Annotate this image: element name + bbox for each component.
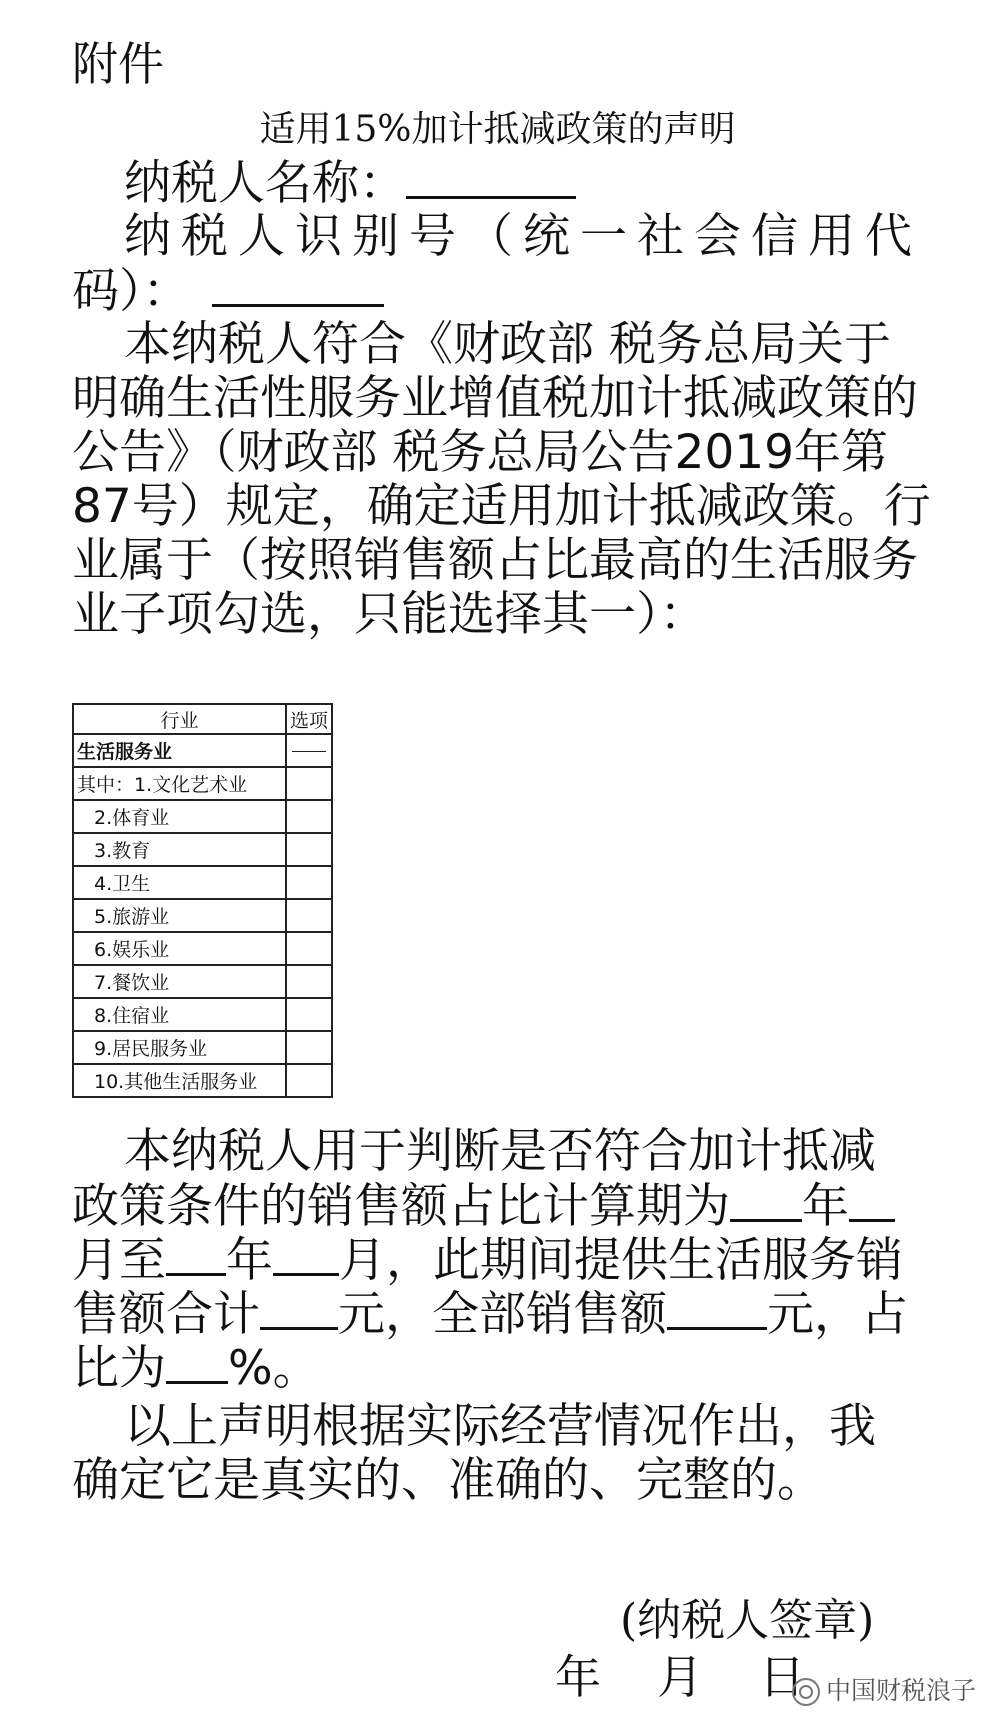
table-row: [73, 866, 332, 899]
period-start-year-blank[interactable]: [730, 1179, 802, 1222]
option-checkbox-cell[interactable]: [286, 1064, 332, 1097]
calc-text: 售额合计: [72, 1287, 260, 1342]
calc-line: 本纳税人用于判断是否符合加计抵减: [124, 1124, 876, 1179]
dash-mark: [292, 751, 326, 752]
category-option-cell: [286, 734, 332, 767]
taxpayer-id-section: [72, 210, 942, 318]
attachment-label: 附件: [72, 37, 164, 91]
option-checkbox-cell[interactable]: [286, 833, 332, 866]
declaration-paragraph: [72, 318, 942, 642]
watermark: [792, 1675, 976, 1707]
table-row-category: [73, 734, 332, 767]
taxpayer-name-section: [72, 156, 942, 210]
confirm-line: 以上声明根据实际经营情况作出，我: [124, 1399, 876, 1454]
industry-cell: 5.旅游业: [73, 899, 286, 932]
calc-text: %。: [228, 1341, 320, 1396]
declaration-line: 本纳税人符合《财政部 税务总局关于: [124, 317, 891, 372]
declaration-line: 业属于（按照销售额占比最高的生活服务: [72, 533, 918, 588]
declaration-line: 87号）规定，确定适用加计抵减政策。行: [72, 479, 931, 534]
wechat-logo-icon: [792, 1678, 820, 1706]
period-end-year-blank[interactable]: [166, 1233, 226, 1276]
table-row: [73, 932, 332, 965]
document-title: 适用15%加计抵减政策的声明: [259, 109, 736, 150]
confirmation-paragraph: [72, 1400, 942, 1508]
period-start-month-blank[interactable]: [849, 1179, 895, 1222]
life-service-sales-blank[interactable]: [260, 1287, 338, 1330]
table-row: [73, 965, 332, 998]
table-row: [73, 767, 332, 800]
calculation-paragraph: [72, 1125, 942, 1395]
table-row: [73, 1064, 332, 1097]
calc-text: 年: [226, 1233, 273, 1288]
industry-table: [72, 703, 333, 1098]
industry-cell: 7.餐饮业: [73, 965, 286, 998]
header-option: 选项: [286, 704, 332, 734]
calc-text: 月至: [72, 1233, 166, 1288]
declaration-line: 明确生活性服务业增值税加计抵减政策的: [72, 371, 918, 426]
table-row: [73, 998, 332, 1031]
taxpayer-id-line1: 纳税人识别号（统一社会信用代: [124, 209, 922, 264]
confirm-line: 确定它是真实的、准确的、完整的。: [72, 1453, 824, 1508]
industry-cell: 其中：1.文化艺术业: [73, 767, 286, 800]
ratio-blank[interactable]: [166, 1341, 228, 1384]
industry-cell: 3.教育: [73, 833, 286, 866]
watermark-text: 中国财税浪子: [826, 1676, 977, 1705]
option-checkbox-cell[interactable]: [286, 767, 332, 800]
industry-cell: 6.娱乐业: [73, 932, 286, 965]
category-cell: 生活服务业: [73, 734, 286, 767]
table-row: [73, 800, 332, 833]
calc-text: 月，此期间提供生活服务销: [339, 1233, 903, 1288]
taxpayer-id-blank: [212, 264, 384, 307]
industry-cell: 2.体育业: [73, 800, 286, 833]
declaration-line: 业子项勾选，只能选择其一）：: [72, 587, 707, 642]
date-day: 日: [759, 1650, 805, 1704]
date-year: 年: [555, 1650, 601, 1704]
table-row: [73, 833, 332, 866]
industry-cell: 9.居民服务业: [73, 1031, 286, 1064]
calc-text: 元，占: [767, 1287, 908, 1342]
total-sales-blank[interactable]: [667, 1287, 767, 1330]
declaration-line: 公告》（财政部 税务总局公告2019年第: [72, 425, 889, 480]
option-checkbox-cell[interactable]: [286, 866, 332, 899]
industry-cell: 10.其他生活服务业: [73, 1064, 286, 1097]
date-month: 月: [657, 1650, 703, 1704]
industry-cell: 4.卫生: [73, 866, 286, 899]
table-row: [73, 1031, 332, 1064]
table-header-row: [73, 704, 332, 734]
calc-text: 政策条件的销售额占比计算期为: [72, 1179, 730, 1234]
taxpayer-id-line2: 码）：: [72, 264, 190, 319]
option-checkbox-cell[interactable]: [286, 998, 332, 1031]
option-checkbox-cell[interactable]: [286, 965, 332, 998]
calc-text: 比为: [72, 1341, 166, 1396]
taxpayer-name-blank: [406, 156, 576, 199]
calc-text: 年: [802, 1179, 849, 1234]
table-row: [73, 899, 332, 932]
taxpayer-name-label: 纳税人名称：: [124, 156, 406, 211]
signature-label: (纳税人签章): [620, 1595, 875, 1646]
calc-text: 元，全部销售额: [338, 1287, 667, 1342]
option-checkbox-cell[interactable]: [286, 800, 332, 833]
period-end-month-blank[interactable]: [273, 1233, 339, 1276]
option-checkbox-cell[interactable]: [286, 899, 332, 932]
header-industry: 行业: [73, 704, 286, 734]
industry-cell: 8.住宿业: [73, 998, 286, 1031]
option-checkbox-cell[interactable]: [286, 932, 332, 965]
option-checkbox-cell[interactable]: [286, 1031, 332, 1064]
